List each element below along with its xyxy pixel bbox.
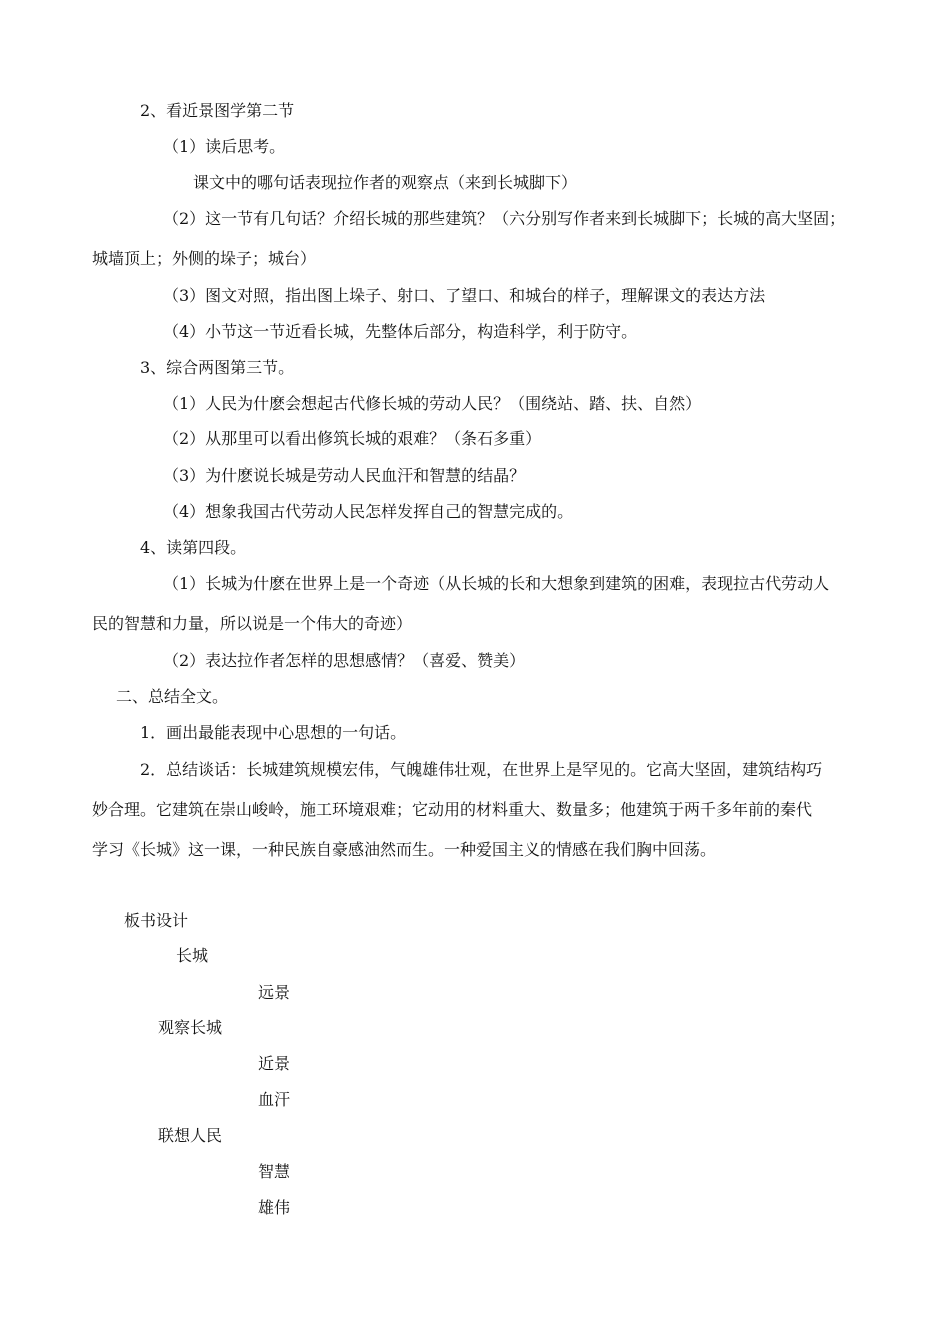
item-2-2-cont: 城墙顶上；外侧的垛子；城台）: [92, 249, 317, 268]
section-3-heading: 3、综合两图第三节。: [140, 358, 295, 377]
summary-item-2: 2．总结谈话：长城建筑规模宏伟，气魄雄伟壮观，在世界上是罕见的。它高大坚固，建筑结构巧: [140, 760, 823, 779]
summary-item-1: 1．画出最能表现中心思想的一句话。: [140, 723, 407, 742]
item-4-1-cont: 民的智慧和力量，所以说是一个伟大的奇迹）: [92, 614, 413, 633]
section-2-heading: 2、看近景图学第二节: [140, 101, 295, 120]
item-2-1-detail: 课文中的哪句话表现拉作者的观察点（来到长城脚下）: [193, 173, 578, 192]
item-3-2: （2）从那里可以看出修筑长城的艰难？（条石多重）: [163, 429, 542, 448]
item-2-3: （3）图文对照，指出图上垛子、射口、了望口、和城台的样子，理解课文的表达方法: [163, 286, 766, 305]
board-item-sweat: 血汗: [258, 1090, 291, 1109]
item-3-1: （1）人民为什麽会想起古代修长城的劳动人民？（围绕站、踏、扶、自然）: [163, 394, 702, 413]
board-label-observe: 观察长城: [158, 1018, 223, 1037]
item-3-3: （3）为什麽说长城是劳动人民血汗和智慧的结晶？: [163, 466, 526, 485]
item-4-1: （1）长城为什麽在世界上是一个奇迹（从长城的长和大想象到建筑的困难，表现拉古代劳动人: [163, 574, 830, 593]
part-2-heading: 二、总结全文。: [116, 687, 229, 706]
board-title: 长城: [176, 946, 209, 965]
item-2-2: （2）这一节有几句话？介绍长城的那些建筑？（六分别写作者来到长城脚下；长城的高大坚固；: [163, 209, 846, 228]
item-2-1: （1）读后思考。: [163, 137, 286, 156]
board-item-grand: 雄伟: [258, 1198, 291, 1217]
section-4-heading: 4、读第四段。: [140, 538, 247, 557]
item-4-2: （2）表达拉作者怎样的思想感情？（喜爱、赞美）: [163, 651, 526, 670]
board-design-heading: 板书设计: [124, 911, 189, 930]
item-3-4: （4）想象我国古代劳动人民怎样发挥自己的智慧完成的。: [163, 502, 574, 521]
board-item-wisdom: 智慧: [258, 1162, 291, 1181]
board-label-associate: 联想人民: [158, 1126, 223, 1145]
summary-item-2-cont-2: 学习《长城》这一课，一种民族自豪感油然而生。一种爱国主义的情感在我们胸中回荡。: [92, 840, 717, 859]
board-item-far-view: 远景: [258, 983, 291, 1002]
summary-item-2-cont-1: 妙合理。它建筑在崇山峻岭，施工环境艰难；它动用的材料重大、数量多；他建筑于两千多年前的秦代: [92, 800, 813, 819]
board-item-near-view: 近景: [258, 1054, 291, 1073]
item-2-4: （4）小节这一节近看长城，先整体后部分，构造科学，利于防守。: [163, 322, 638, 341]
